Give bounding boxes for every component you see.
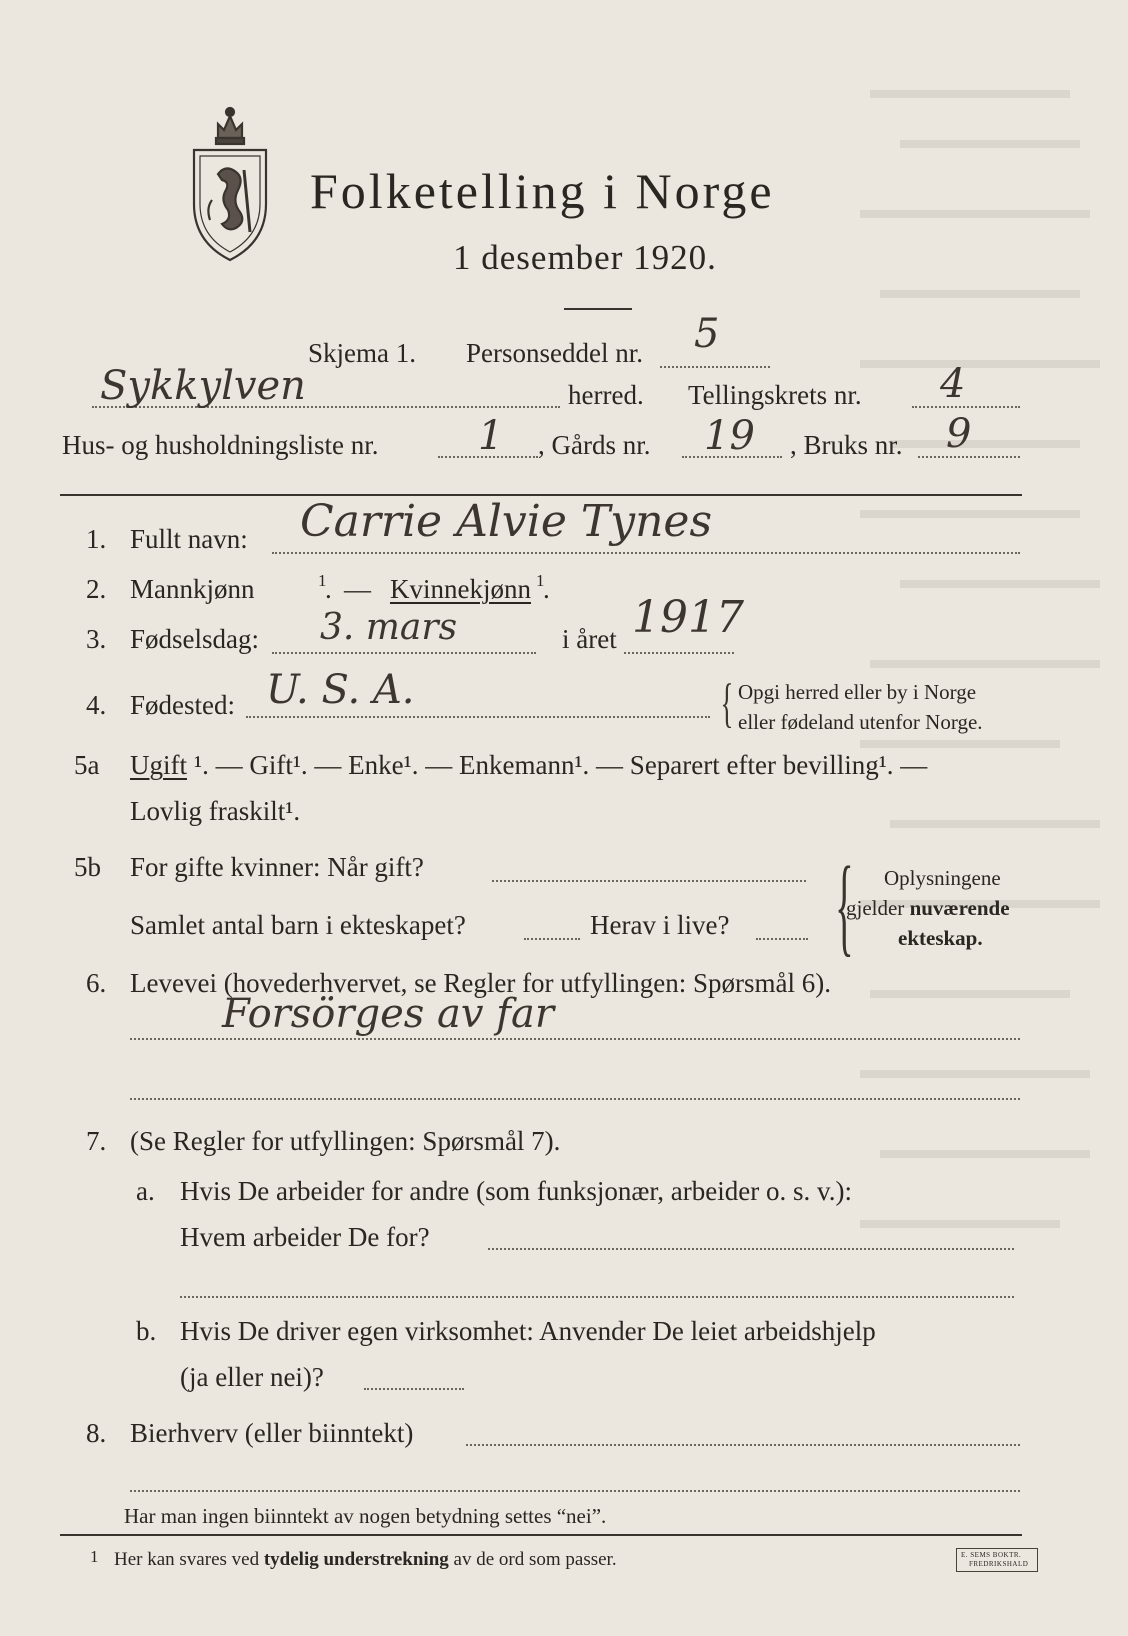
q7b-line2: (ja eller nei)? (180, 1362, 324, 1392)
q5b-line1: For gifte kvinner: Når gift? (130, 852, 424, 882)
q7-number: 7. (86, 1126, 107, 1156)
norway-coat-of-arms-icon (188, 104, 272, 264)
q7b-line1: Hvis De driver egen virksomhet: Anvender De leiet arbeidshjelp (180, 1316, 876, 1346)
q6-label: Levevei (hovederhvervet, se Regler for utfyllingen: Spørsmål 6). (130, 968, 832, 998)
q5a-options-line2: Lovlig fraskilt¹. (130, 796, 301, 826)
q2-number: 2. (86, 574, 107, 604)
footer-divider (60, 1534, 1022, 1536)
q4-note-line2: eller fødeland utenfor Norge. (738, 710, 983, 734)
title-divider (564, 308, 632, 310)
census-form-page: Folketelling i Norge 1 desember 1920. Skjema 1. Personseddel nr. 5 Sykkylven herred. Tellingskrets nr. 4 Hus- og husholdningsliste nr. 1 , Gårds nr. 19 , Bruks nr. 9 1. Fullt navn: Carrie Alvie Tynes 2. Mannkjønn 1 . — Kvinnekjønn 1 . 3. Fødselsdag: 3. mars i året 1917 4. Fødested: U. S. A. { Opgi herred eller by i Norge eller fødeland utenfor Norge. 5a Ugift ¹. — Gift¹. — Enke¹. — Enkemann¹. — Separert efter bevilling¹. — Lovlig fraskilt¹. 5b For gifte kvinner: Når gift? Samlet antal barn i ekteskapet? Herav i live? { Oplysningene gjelder nuværende ekteskap. 6. Levevei (hovederhvervet, se Regler for utfyllingen: Spørsmål 6). Forsörges av far 7. (Se Regler for utfyllingen: Spørsmål 7). a. Hvis De arbeider for andre (som funksjonær, arbeider o. s. v.): Hvem arbeider De for? b. Hvis De driver egen virksomhet: Anvender De leiet arbeidshjelp (ja eller nei)? 8. Bierhverv (eller biinntekt) Har man ingen biinntekt av nogen betydning settes “nei”. 1 Her kan svares ved tydelig understrekning av de ord som passer. E. SEMS BOKTR. FREDRIKSHALD (0, 0, 1128, 1636)
gards-label: , Gårds nr. (538, 430, 651, 460)
q6-number: 6. (86, 968, 107, 998)
q4-note-line1: Opgi herred eller by i Norge (738, 680, 977, 704)
q5a-options: ¹. — Gift¹. — Enke¹. — Enkemann¹. — Separert efter bevilling¹. — (194, 750, 928, 780)
birthday-value: 3. mars (320, 607, 458, 648)
full-name-value: Carrie Alvie Tynes (300, 496, 713, 547)
footnote-text: Her kan svares ved tydelig understrekning av de ord som passer. (114, 1549, 617, 1570)
q4-label: Fødested: (130, 690, 235, 720)
personseddel-value: 5 (694, 311, 720, 357)
schema-label: Skjema 1. (308, 338, 416, 368)
q7b-number: b. (136, 1316, 157, 1346)
occupation-value: Forsörges av far (222, 991, 554, 1037)
birth-year-value: 1917 (632, 592, 744, 643)
q1-number: 1. (86, 524, 107, 554)
q5b-note2: gjelder nuværende (846, 896, 1010, 920)
q3-number: 3. (86, 624, 107, 654)
footnote-mark: 1 (90, 1547, 99, 1566)
tellingskrets-label: Tellingskrets nr. (688, 380, 862, 410)
personseddel-label: Personseddel nr. (466, 338, 643, 368)
q5b-number: 5b (74, 852, 101, 882)
husliste-label: Hus- og husholdningsliste nr. (62, 430, 379, 460)
herred-label: herred. (568, 380, 644, 410)
q5b-note1: Oplysningene (884, 866, 1001, 890)
form-title: Folketelling i Norge (310, 163, 775, 219)
q4-number: 4. (86, 690, 107, 720)
birthplace-value: U. S. A. (266, 667, 415, 713)
bruks-label: , Bruks nr. (790, 430, 903, 460)
q7a-line2: Hvem arbeider De for? (180, 1222, 430, 1252)
q7a-number: a. (136, 1176, 155, 1206)
q5b-note3: ekteskap. (898, 926, 983, 950)
q5a-ugift-selected: Ugift (130, 750, 187, 780)
q3-year-label: i året (562, 624, 617, 654)
q5a-number: 5a (74, 750, 100, 780)
census-date: 1 desember 1920. (453, 238, 717, 277)
bruks-value: 9 (946, 411, 972, 457)
herred-value: Sykkylven (100, 363, 306, 409)
husliste-value: 1 (478, 413, 504, 459)
q3-label: Fødselsdag: (130, 624, 260, 654)
bleed-through-texture (860, 60, 1110, 1260)
q5b-line2b: Herav i live? (590, 910, 730, 940)
q8-note: Har man ingen biinntekt av nogen betydning settes “nei”. (124, 1504, 607, 1528)
q2-male-option: Mannkjønn (130, 574, 255, 604)
printer-stamp: E. SEMS BOKTR. FREDRIKSHALD (956, 1548, 1038, 1572)
q7-label: (Se Regler for utfyllingen: Spørsmål 7). (130, 1126, 561, 1156)
q8-label: Bierhverv (eller biinntekt) (130, 1418, 414, 1448)
q2-separator: — (344, 574, 371, 604)
q5b-line2a: Samlet antal barn i ekteskapet? (130, 910, 466, 940)
tellingskrets-value: 4 (940, 361, 966, 407)
gards-value: 19 (704, 413, 755, 459)
q8-number: 8. (86, 1418, 107, 1448)
q7a-line1: Hvis De arbeider for andre (som funksjonær, arbeider o. s. v.): (180, 1176, 852, 1206)
q1-label: Fullt navn: (130, 524, 248, 554)
q2-female-option-selected: Kvinnekjønn (390, 574, 531, 604)
